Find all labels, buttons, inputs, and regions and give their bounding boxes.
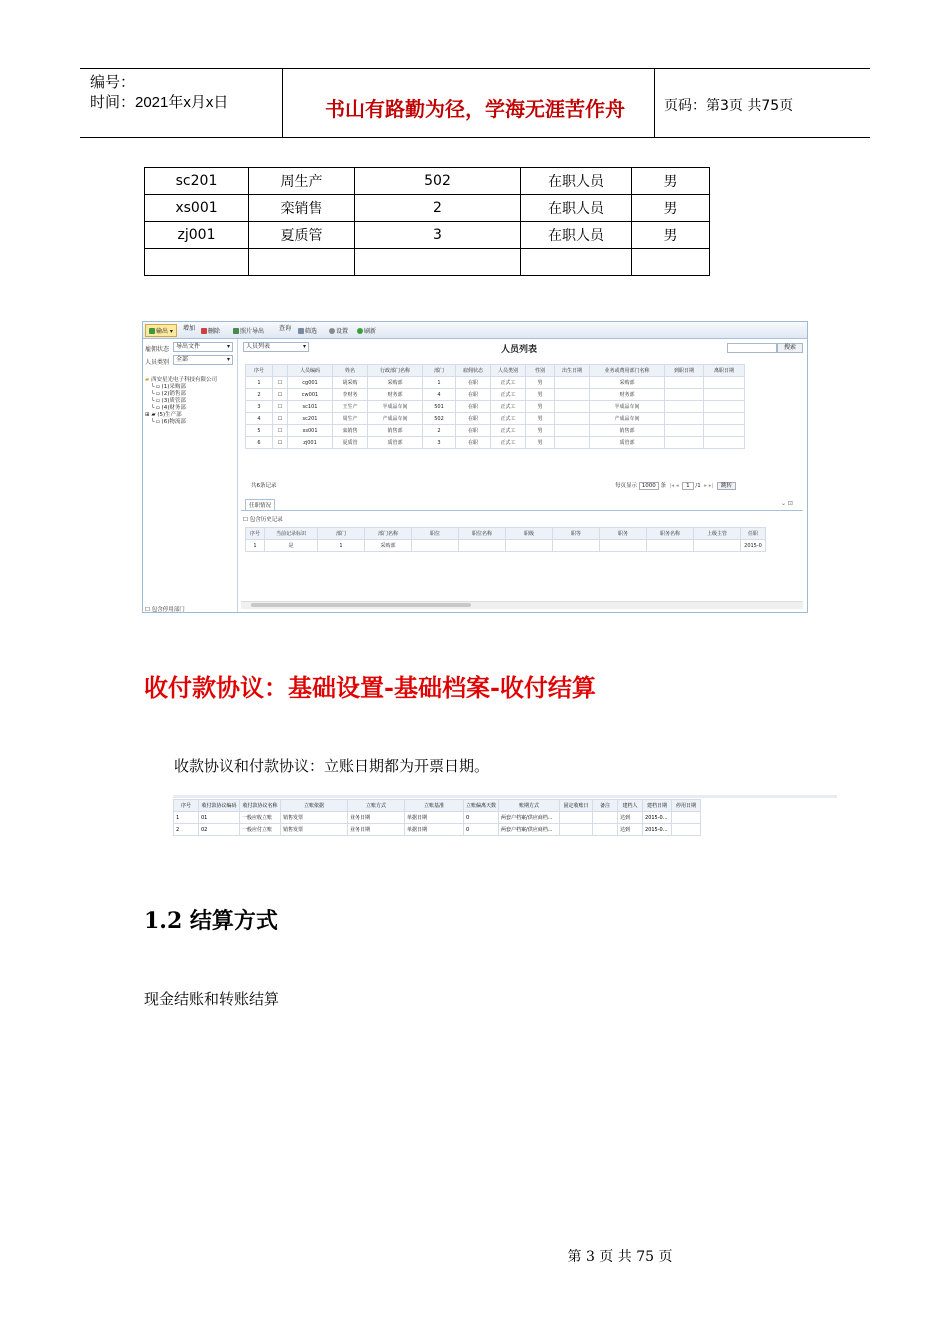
table-cell	[704, 413, 745, 425]
personnel-grid	[245, 364, 745, 449]
table-cell: 1	[174, 812, 199, 824]
table-cell: 在职	[456, 401, 491, 413]
column-header[interactable]: 职务名称	[647, 528, 694, 540]
column-header[interactable]: 序号	[246, 528, 265, 540]
list-select[interactable]: 人员列表 ▾	[243, 342, 309, 352]
table-cell: 2015-0	[741, 540, 766, 552]
table-cell: 男	[526, 377, 555, 389]
table-cell	[593, 812, 618, 824]
query-button[interactable]: 查询	[279, 325, 292, 332]
left-panel	[143, 339, 238, 612]
table-cell: 正式工	[491, 413, 526, 425]
table-cell: 男	[526, 437, 555, 449]
table-cell: 男	[526, 425, 555, 437]
table-cell: 02	[199, 824, 240, 836]
type-select[interactable]: 全部 ▾	[173, 355, 233, 365]
column-header[interactable]: 职位	[412, 528, 459, 540]
tree-root[interactable]: ▰ 西安星光电子科技有限公司	[145, 377, 217, 383]
table-cell	[555, 425, 590, 437]
table-cell	[672, 812, 701, 824]
status-select[interactable]: 导出文件 ▾	[173, 342, 233, 352]
table-cell: 5	[246, 425, 273, 437]
grid-top-bar	[173, 795, 837, 798]
row-checkbox[interactable]: ☐	[273, 425, 288, 437]
column-header[interactable]: 上级主管	[694, 528, 741, 540]
table-cell: 两套户档案/供应商档...	[499, 812, 560, 824]
table-cell: 2	[174, 824, 199, 836]
table-cell: 采购部	[365, 540, 412, 552]
table-cell: 正式工	[491, 425, 526, 437]
column-header[interactable]: 停用日期	[672, 800, 701, 812]
column-header[interactable]: 收付款协议名称	[240, 800, 281, 812]
column-header[interactable]: 职务	[600, 528, 647, 540]
table-cell	[355, 249, 521, 276]
tree-item[interactable]: └ ▫ (3)质管部	[151, 398, 186, 404]
table-cell: 栾销售	[333, 425, 368, 437]
jump-button[interactable]: 跳转	[717, 482, 736, 490]
column-header[interactable]: 业务或费用部门名称	[590, 365, 665, 377]
column-header[interactable]: 序号	[174, 800, 199, 812]
table-cell	[665, 425, 704, 437]
table-cell: 一般应收立账	[240, 812, 281, 824]
header-divider	[654, 69, 655, 137]
table-cell: 财务部	[590, 389, 665, 401]
table-cell: zj001	[145, 222, 249, 249]
table-cell	[694, 540, 741, 552]
table-cell: sc201	[288, 413, 333, 425]
table-row[interactable]	[246, 425, 745, 437]
table-cell: 质管部	[590, 437, 665, 449]
table-cell: 男	[632, 222, 710, 249]
column-header[interactable]: 到职日期	[665, 365, 704, 377]
table-cell	[412, 540, 459, 552]
add-button[interactable]: 增加	[183, 325, 196, 332]
table-cell	[553, 540, 600, 552]
table-cell	[665, 389, 704, 401]
chevron-down-icon: ▾	[226, 356, 230, 363]
table-cell: 夏质管	[249, 222, 355, 249]
chevron-down-icon: ▾	[226, 343, 230, 350]
table-cell: 在职人员	[521, 195, 632, 222]
collapse-icon[interactable]: ⌄ ⊡	[781, 500, 793, 507]
table-cell: 夏质管	[333, 437, 368, 449]
table-cell: 2	[355, 195, 521, 222]
table-cell: 业务日期	[348, 812, 405, 824]
table-cell: 半成品车间	[368, 401, 423, 413]
table-cell	[555, 437, 590, 449]
table-cell: 产成品车间	[590, 413, 665, 425]
column-header[interactable]: 部门	[423, 365, 456, 377]
status-label: 雇佣状态	[145, 346, 170, 353]
table-cell	[459, 540, 506, 552]
table-cell: 3	[423, 437, 456, 449]
column-header[interactable]: 人员编码	[288, 365, 333, 377]
table-cell: 2	[246, 389, 273, 401]
column-header[interactable]: 性别	[526, 365, 555, 377]
last-page-icon[interactable]: ▸ ▸|	[702, 483, 716, 489]
table-cell: 销售部	[590, 425, 665, 437]
section-text: 收款协议和付款协议：立账日期都为开票日期。	[174, 757, 490, 775]
table-row[interactable]	[246, 437, 745, 449]
header-motto: 书山有路勤为径，学海无涯苦作舟	[325, 97, 625, 121]
table-cell: 在职人员	[521, 222, 632, 249]
table-cell: xs001	[288, 425, 333, 437]
table-row	[145, 222, 710, 249]
page-footer: 第 3 页 共 75 页	[567, 1249, 673, 1265]
table-cell	[600, 540, 647, 552]
table-cell: 1	[246, 540, 265, 552]
column-header[interactable]: 职位名称	[459, 528, 506, 540]
table-row	[145, 168, 710, 195]
column-header[interactable]: 雇佣状态	[456, 365, 491, 377]
payment-terms-screenshot	[173, 795, 837, 839]
search-button[interactable]: 搜索	[777, 343, 803, 353]
column-header[interactable]: 行政部门名称	[368, 365, 423, 377]
column-header[interactable]: 职等	[553, 528, 600, 540]
table-cell	[521, 249, 632, 276]
tree-item[interactable]: └ ▫ (2)销售部	[151, 391, 186, 397]
column-header[interactable]: 建档人	[618, 800, 643, 812]
table-cell: 业务日期	[348, 824, 405, 836]
table-cell	[665, 377, 704, 389]
column-header[interactable]: 备注	[593, 800, 618, 812]
tab-divider	[241, 510, 803, 511]
table-cell: 胡采购	[333, 377, 368, 389]
table-cell: 单据日期	[405, 812, 464, 824]
table-cell: sc201	[145, 168, 249, 195]
table-cell: 一般应付立账	[240, 824, 281, 836]
filter-button[interactable]: 筛选	[298, 326, 317, 335]
table-row[interactable]	[246, 377, 745, 389]
table-cell: 采购部	[590, 377, 665, 389]
column-header[interactable]: 立账基准	[405, 800, 464, 812]
table-cell: 周生产	[333, 413, 368, 425]
table-cell: 在职人员	[521, 168, 632, 195]
column-header[interactable]: 出生日期	[555, 365, 590, 377]
right-panel	[241, 339, 807, 612]
table-cell: cg001	[288, 377, 333, 389]
toolbar	[143, 322, 807, 339]
table-cell	[555, 413, 590, 425]
table-cell	[560, 824, 593, 836]
first-page-icon[interactable]: |◂ ◂	[667, 483, 681, 489]
page-header	[80, 68, 870, 138]
header-divider	[282, 69, 283, 137]
settings-button[interactable]: 设置	[329, 326, 348, 335]
table-cell	[647, 540, 694, 552]
table-cell	[593, 824, 618, 836]
chevron-down-icon: ▾	[302, 343, 306, 350]
table-cell: 男	[632, 195, 710, 222]
table-cell	[704, 377, 745, 389]
table-cell: 李财务	[333, 389, 368, 401]
table-cell: 质管部	[368, 437, 423, 449]
column-header[interactable]: 姓名	[333, 365, 368, 377]
gear-icon	[329, 328, 335, 334]
table-cell	[672, 824, 701, 836]
table-cell: 单据日期	[405, 824, 464, 836]
table-cell: 1	[246, 377, 273, 389]
column-header[interactable]	[273, 365, 288, 377]
table-cell	[665, 437, 704, 449]
table-cell	[704, 425, 745, 437]
scrollbar-thumb[interactable]	[251, 603, 471, 607]
table-cell: 男	[526, 413, 555, 425]
table-cell	[704, 437, 745, 449]
table-row	[145, 249, 710, 276]
table-cell: 栾销售	[249, 195, 355, 222]
column-header[interactable]: 建档日期	[643, 800, 672, 812]
table-cell: 在职	[456, 437, 491, 449]
table-cell: 2	[423, 425, 456, 437]
column-header[interactable]: 立账方式	[348, 800, 405, 812]
history-checkbox[interactable]: ☐ 包含历史记录	[243, 517, 283, 523]
table-cell	[249, 249, 355, 276]
table-cell: 男	[632, 168, 710, 195]
table-cell: 正式工	[491, 437, 526, 449]
section-title-settlement: 1.2 结算方式	[144, 908, 278, 934]
tree-item[interactable]: ⊞ ▰ (5)生产部	[145, 412, 182, 418]
table-cell: 王生产	[333, 401, 368, 413]
payment-terms-grid	[173, 799, 701, 836]
column-header[interactable]: 职级	[506, 528, 553, 540]
number-label: 编号：	[90, 74, 136, 91]
section-text: 现金结账和转账结算	[144, 990, 280, 1008]
table-cell: 产成品车间	[368, 413, 423, 425]
column-header[interactable]: 任职	[741, 528, 766, 540]
column-header[interactable]: 账期方式	[499, 800, 560, 812]
photo-export-button[interactable]: 照片导出	[233, 326, 264, 335]
column-header[interactable]: 人员类别	[491, 365, 526, 377]
column-header[interactable]: 当前记录标识	[265, 528, 318, 540]
table-cell: 销售部	[368, 425, 423, 437]
column-header[interactable]: 离职日期	[704, 365, 745, 377]
row-checkbox[interactable]: ☐	[273, 377, 288, 389]
table-cell: xs001	[145, 195, 249, 222]
table-cell: 正式工	[491, 389, 526, 401]
table-row[interactable]	[174, 812, 701, 824]
table-cell	[555, 401, 590, 413]
row-checkbox[interactable]: ☐	[273, 413, 288, 425]
delete-button[interactable]: 删除	[201, 326, 220, 335]
table-cell: sc101	[288, 401, 333, 413]
table-cell: 501	[423, 401, 456, 413]
tree-item[interactable]: └ ▫ (4)财务部	[151, 405, 186, 411]
table-cell: 502	[423, 413, 456, 425]
table-cell: 两套户档案/供应商档...	[499, 824, 560, 836]
pager: 每页显示 1000 条 |◂ ◂ 1 /1 ▸ ▸| 跳转	[615, 481, 736, 489]
tab-employment[interactable]: 任职情况	[245, 499, 275, 510]
table-cell: 在职	[456, 377, 491, 389]
column-header[interactable]: 立账依据	[281, 800, 348, 812]
table-cell: 男	[526, 401, 555, 413]
tree-item[interactable]: └ ▫ (6)物流部	[151, 419, 186, 425]
table-cell	[704, 389, 745, 401]
table-cell: 4	[423, 389, 456, 401]
employment-grid	[245, 527, 766, 552]
output-icon	[149, 328, 155, 334]
table-cell: 1	[318, 540, 365, 552]
export-icon	[233, 328, 239, 334]
table-cell: 3	[355, 222, 521, 249]
table-cell: 01	[199, 812, 240, 824]
table-cell	[665, 413, 704, 425]
table-row[interactable]	[174, 824, 701, 836]
table-cell: 1	[423, 377, 456, 389]
record-count: 共6条记录	[251, 483, 277, 489]
table-cell	[704, 401, 745, 413]
table-cell	[145, 249, 249, 276]
table-cell: zj001	[288, 437, 333, 449]
header-meta	[90, 73, 228, 113]
table-cell: 周生产	[249, 168, 355, 195]
per-page-input[interactable]: 1000	[639, 482, 659, 490]
list-title: 人员列表	[501, 345, 538, 355]
table-row[interactable]	[246, 401, 745, 413]
table-cell: cw001	[288, 389, 333, 401]
inactive-dept-checkbox[interactable]: ☐ 包含停用部门	[145, 607, 185, 613]
table-cell: 销售发票	[281, 824, 348, 836]
table-cell: 502	[355, 168, 521, 195]
table-cell: 半成品车间	[590, 401, 665, 413]
table-cell	[555, 377, 590, 389]
refresh-button[interactable]: 刷新	[357, 326, 376, 335]
table-cell	[632, 249, 710, 276]
folder-icon: ▰	[145, 377, 150, 383]
column-header[interactable]: 序号	[246, 365, 273, 377]
column-header[interactable]: 收付款协议编码	[199, 800, 240, 812]
table-cell	[560, 812, 593, 824]
staff-table	[144, 167, 710, 276]
table-cell: 达到	[618, 824, 643, 836]
table-cell: 在职	[456, 425, 491, 437]
table-cell: 销售发票	[281, 812, 348, 824]
table-row	[145, 195, 710, 222]
table-cell: 0	[464, 824, 499, 836]
table-cell: 6	[246, 437, 273, 449]
table-cell: 财务部	[368, 389, 423, 401]
table-cell: 是	[265, 540, 318, 552]
row-checkbox[interactable]: ☐	[273, 401, 288, 413]
table-cell	[555, 389, 590, 401]
table-cell: 正式工	[491, 401, 526, 413]
column-header[interactable]: 固定收账日	[560, 800, 593, 812]
time-label: 时间：2021年x月x日	[90, 94, 229, 111]
table-cell: 在职	[456, 413, 491, 425]
table-cell: 2015-0...	[643, 812, 672, 824]
table-cell: 2015-0...	[643, 824, 672, 836]
table-cell: 男	[526, 389, 555, 401]
header-page-number: 页码：第3页 共75页	[664, 98, 794, 114]
personnel-screenshot	[142, 321, 808, 613]
type-label: 人员类别	[145, 359, 170, 366]
table-cell: 采购部	[368, 377, 423, 389]
filter-icon	[298, 328, 304, 334]
table-row[interactable]	[246, 413, 745, 425]
table-cell: 3	[246, 401, 273, 413]
table-cell: 在职	[456, 389, 491, 401]
table-cell: 0	[464, 812, 499, 824]
table-cell: 达到	[618, 812, 643, 824]
output-button[interactable]: 输出 ▾	[145, 324, 177, 337]
row-checkbox[interactable]: ☐	[273, 389, 288, 401]
table-cell: 4	[246, 413, 273, 425]
table-row[interactable]	[246, 389, 745, 401]
table-cell: 正式工	[491, 377, 526, 389]
section-title-payment-terms: 收付款协议：基础设置-基础档案-收付结算	[144, 673, 596, 702]
column-header[interactable]: 部门名称	[365, 528, 412, 540]
search-input[interactable]	[727, 343, 777, 353]
column-header[interactable]: 部门	[318, 528, 365, 540]
row-checkbox[interactable]: ☐	[273, 437, 288, 449]
tree-item[interactable]: └ ▫ (1)采购部	[151, 384, 186, 390]
horizontal-scrollbar[interactable]	[241, 601, 803, 609]
table-cell	[665, 401, 704, 413]
page-input[interactable]: 1	[682, 482, 694, 490]
delete-icon	[201, 328, 207, 334]
table-cell	[506, 540, 553, 552]
refresh-icon	[357, 328, 363, 334]
column-header[interactable]: 立账偏离天数	[464, 800, 499, 812]
